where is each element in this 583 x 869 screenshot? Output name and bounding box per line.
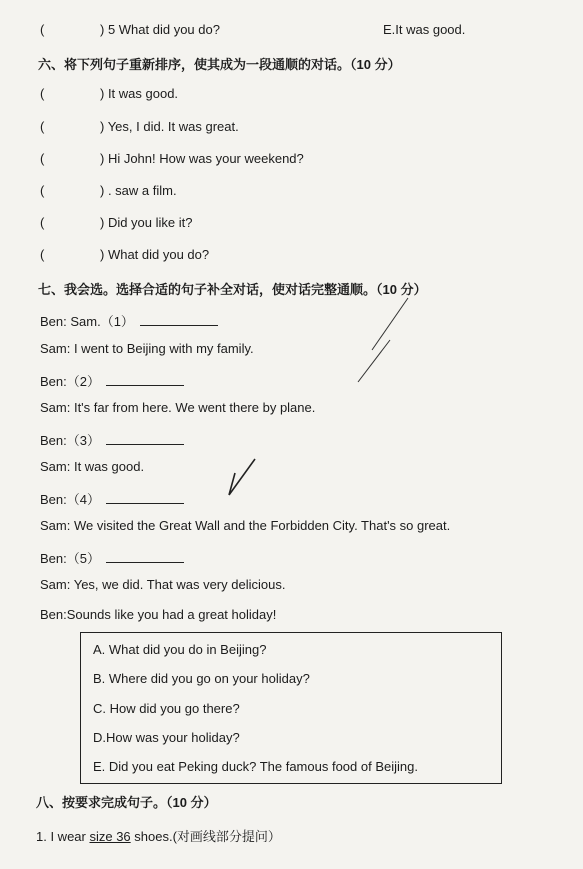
sentence-text: ) Yes, I did. It was great.: [100, 119, 239, 134]
section8-question-1: [36, 826, 281, 845]
section6-item: [40, 215, 192, 230]
option-b: B. Where did you go on your holiday?: [93, 671, 310, 686]
dialog-line: Sam: It's far from here. We went there by plane.: [40, 400, 316, 415]
question-text: ) 5 What did you do?: [100, 22, 220, 37]
section6-item: [40, 183, 177, 198]
dialog-text: Ben: Sam.（1）: [40, 314, 134, 329]
dialog-text: Ben:（5）: [40, 551, 100, 566]
question-prefix: 1. I wear: [36, 829, 90, 844]
check-mark: [225, 455, 265, 505]
dialog-text: Ben:（3）: [40, 433, 100, 448]
question-suffix: shoes.(对画线部分提问）: [130, 829, 281, 844]
answer-blank[interactable]: [140, 313, 218, 326]
answer-blank[interactable]: [106, 550, 184, 563]
dialog-line: Sam: We visited the Great Wall and the Forbidden City. That's so great.: [40, 518, 451, 533]
section6-item: [40, 151, 304, 166]
section6-title: 六、将下列句子重新排序，使其成为一段通顺的对话。（10 分）: [38, 57, 401, 72]
question-5-line: [40, 22, 220, 37]
dialog-line: [40, 430, 184, 449]
section7-title: 七、我会选。选择合适的句子补全对话，使对话完整通顺。（10 分）: [38, 282, 427, 297]
dialog-line: [40, 548, 184, 567]
dialog-line: Sam: It was good.: [40, 459, 145, 474]
option-e-text: E.It was good.: [383, 22, 466, 37]
section6-item: [40, 119, 239, 134]
option-a: A. What did you do in Beijing?: [93, 642, 267, 657]
answer-blank[interactable]: [106, 432, 184, 445]
underlined-phrase: size 36: [89, 829, 131, 844]
pen-stroke-mark: [350, 290, 430, 390]
section8-title: 八、按要求完成句子。（10 分）: [36, 795, 217, 810]
answer-paren: (: [40, 119, 45, 134]
answer-paren: (: [40, 151, 45, 166]
answer-paren: (: [40, 215, 45, 230]
answer-blank[interactable]: [106, 491, 184, 504]
sentence-text: ) . saw a film.: [100, 183, 177, 198]
answer-blank[interactable]: [106, 373, 184, 386]
dialog-line: Sam: I went to Beijing with my family.: [40, 341, 254, 356]
dialog-text: Ben:（4）: [40, 492, 100, 507]
sentence-text: ) Did you like it?: [100, 215, 193, 230]
section6-item: [40, 86, 178, 101]
dialog-line: [40, 489, 184, 508]
dialog-text: Ben:（2）: [40, 374, 100, 389]
sentence-text: ) What did you do?: [100, 247, 210, 262]
answer-paren: (: [40, 247, 45, 262]
answer-paren: (: [40, 22, 45, 37]
options-box: [80, 632, 502, 784]
dialog-line: [40, 371, 184, 390]
answer-paren: (: [40, 86, 45, 101]
option-d: D.How was your holiday?: [93, 730, 240, 745]
option-e: E. Did you eat Peking duck? The famous food of Beijing.: [93, 759, 418, 774]
section6-item: [40, 247, 209, 262]
dialog-line: Ben:Sounds like you had a great holiday!: [40, 607, 277, 622]
sentence-text: ) It was good.: [100, 86, 179, 101]
sentence-text: ) Hi John! How was your weekend?: [100, 151, 304, 166]
answer-paren: (: [40, 183, 45, 198]
dialog-line: [40, 311, 218, 330]
option-c: C. How did you go there?: [93, 701, 240, 716]
dialog-line: Sam: Yes, we did. That was very delicious.: [40, 577, 286, 592]
